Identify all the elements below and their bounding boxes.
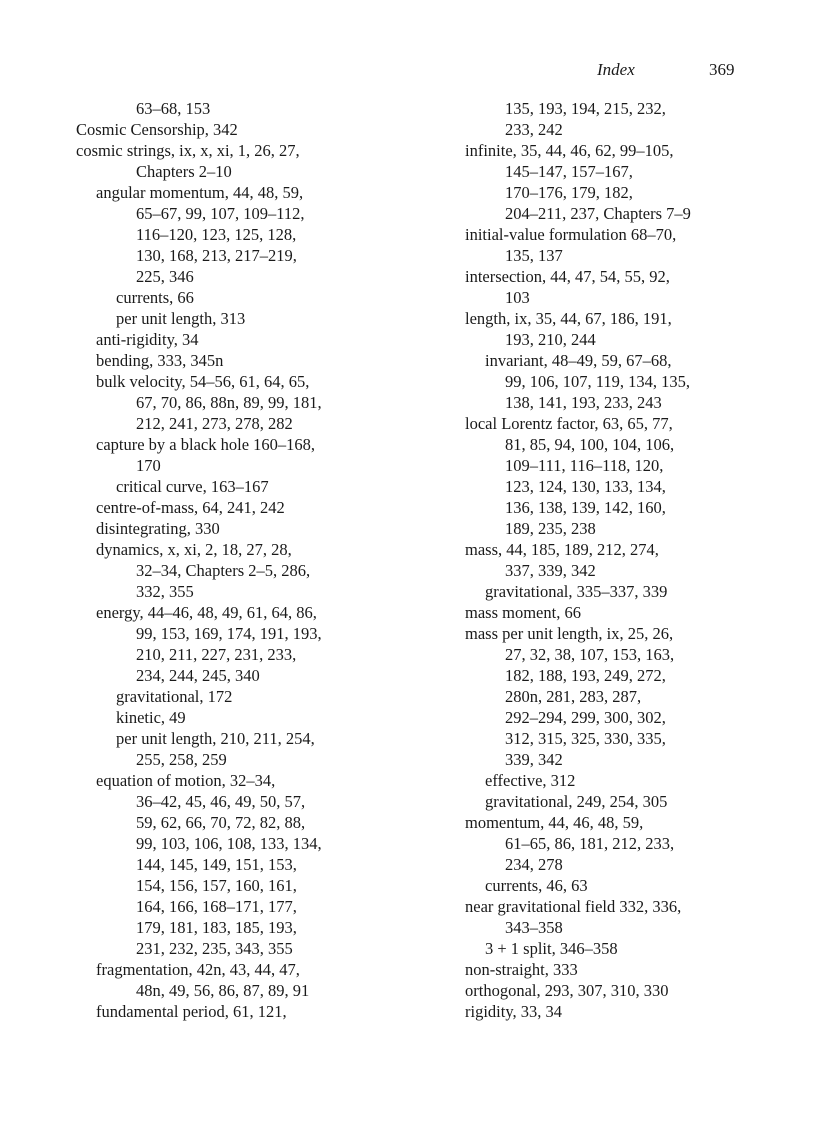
index-entry: mass per unit length, ix, 25, 26,: [465, 624, 674, 643]
index-subentry: capture by a black hole 160–168,: [96, 435, 316, 454]
index-entry-continuation: 99, 153, 169, 174, 191, 193,: [136, 624, 322, 643]
index-entry: Cosmic Censorship, 342: [76, 120, 238, 139]
index-entry-continuation: 164, 166, 168–171, 177,: [136, 897, 297, 916]
index-entry-continuation: 292–294, 299, 300, 302,: [505, 708, 666, 727]
index-entry-continuation: 65–67, 99, 107, 109–112,: [136, 204, 305, 223]
index-entry-continuation: 109–111, 116–118, 120,: [505, 456, 664, 475]
index-subentry: dynamics, x, xi, 2, 18, 27, 28,: [96, 540, 292, 559]
index-entry: infinite, 35, 44, 46, 62, 99–105,: [465, 141, 674, 160]
index-entry-continuation: 144, 145, 149, 151, 153,: [136, 855, 297, 874]
index-subentry: 3 + 1 split, 346–358: [485, 939, 618, 958]
index-subentry: centre-of-mass, 64, 241, 242: [96, 498, 285, 517]
index-subentry: disintegrating, 330: [96, 519, 220, 538]
index-entry-continuation: 170: [136, 456, 161, 475]
index-entry-continuation: 135, 193, 194, 215, 232,: [505, 99, 666, 118]
index-entry-continuation: 343–358: [505, 918, 563, 937]
index-entry-continuation: 189, 235, 238: [505, 519, 596, 538]
index-entry: cosmic strings, ix, x, xi, 1, 26, 27,: [76, 141, 300, 160]
index-subentry: currents, 46, 63: [485, 876, 588, 895]
index-subentry: per unit length, 210, 211, 254,: [116, 729, 315, 748]
index-entry-continuation: 179, 181, 183, 185, 193,: [136, 918, 297, 937]
index-entry-continuation: 170–176, 179, 182,: [505, 183, 633, 202]
index-subentry: gravitational, 249, 254, 305: [485, 792, 668, 811]
index-subentry: bending, 333, 345n: [96, 351, 224, 370]
index-entry-continuation: 210, 211, 227, 231, 233,: [136, 645, 297, 664]
index-entry-continuation: 182, 188, 193, 249, 272,: [505, 666, 666, 685]
index-entry-continuation: 332, 355: [136, 582, 194, 601]
index-entry-continuation: 138, 141, 193, 233, 243: [505, 393, 662, 412]
index-entry-continuation: 81, 85, 94, 100, 104, 106,: [505, 435, 675, 454]
index-subentry: kinetic, 49: [116, 708, 186, 727]
index-entry-continuation: 99, 103, 106, 108, 133, 134,: [136, 834, 322, 853]
index-subentry: energy, 44–46, 48, 49, 61, 64, 86,: [96, 603, 317, 622]
index-entry: mass, 44, 185, 189, 212, 274,: [465, 540, 659, 559]
index-entry-continuation: 61–65, 86, 181, 212, 233,: [505, 834, 675, 853]
index-entry-continuation: 123, 124, 130, 133, 134,: [505, 477, 666, 496]
index-entry-continuation: 154, 156, 157, 160, 161,: [136, 876, 297, 895]
index-entry-continuation: 48n, 49, 56, 86, 87, 89, 91: [136, 981, 310, 1000]
index-entry: mass moment, 66: [465, 603, 581, 622]
index-entry-continuation: 233, 242: [505, 120, 563, 139]
index-entry-continuation: 312, 315, 325, 330, 335,: [505, 729, 666, 748]
index-entry-continuation: 63–68, 153: [136, 99, 211, 118]
index-entry: non-straight, 333: [465, 960, 578, 979]
index-entry: length, ix, 35, 44, 67, 186, 191,: [465, 309, 672, 328]
running-title: Index: [597, 60, 635, 79]
index-subentry: gravitational, 172: [116, 687, 233, 706]
index-subentry: currents, 66: [116, 288, 194, 307]
index-column-left: [76, 98, 436, 1022]
index-entry-continuation: 136, 138, 139, 142, 160,: [505, 498, 666, 517]
index-subentry: anti-rigidity, 34: [96, 330, 199, 349]
index-subentry: gravitational, 335–337, 339: [485, 582, 668, 601]
index-entry-continuation: 225, 346: [136, 267, 194, 286]
index-entry-continuation: 231, 232, 235, 343, 355: [136, 939, 293, 958]
index-entry: momentum, 44, 46, 48, 59,: [465, 813, 644, 832]
page-number: 369: [709, 60, 735, 79]
index-entry: near gravitational field 332, 336,: [465, 897, 682, 916]
index-entry-continuation: 339, 342: [505, 750, 563, 769]
index-entry: rigidity, 33, 34: [465, 1002, 563, 1021]
index-entry: initial-value formulation 68–70,: [465, 225, 677, 244]
index-entry-continuation: 212, 241, 273, 278, 282: [136, 414, 293, 433]
running-head: [0, 60, 816, 84]
index-subentry: angular momentum, 44, 48, 59,: [96, 183, 304, 202]
index-entry-continuation: 234, 278: [505, 855, 563, 874]
index-column-right: [465, 98, 765, 1022]
index-subentry: effective, 312: [485, 771, 576, 790]
index-entry-continuation: 32–34, Chapters 2–5, 286,: [136, 561, 311, 580]
index-entry-continuation: 130, 168, 213, 217–219,: [136, 246, 297, 265]
index-entry-continuation: 280n, 281, 283, 287,: [505, 687, 642, 706]
index-subentry: critical curve, 163–167: [116, 477, 269, 496]
index-entry-continuation: Chapters 2–10: [136, 162, 232, 181]
index-entry-continuation: 234, 244, 245, 340: [136, 666, 260, 685]
index-entry-continuation: 193, 210, 244: [505, 330, 596, 349]
index-entry-continuation: 27, 32, 38, 107, 153, 163,: [505, 645, 675, 664]
index-subentry: equation of motion, 32–34,: [96, 771, 276, 790]
index-entry-continuation: 145–147, 157–167,: [505, 162, 633, 181]
index-subentry: bulk velocity, 54–56, 61, 64, 65,: [96, 372, 310, 391]
index-subentry: per unit length, 313: [116, 309, 246, 328]
index-subentry: fragmentation, 42n, 43, 44, 47,: [96, 960, 300, 979]
index-entry-continuation: 255, 258, 259: [136, 750, 227, 769]
index-entry-continuation: 135, 137: [505, 246, 563, 265]
index-entry-continuation: 103: [505, 288, 530, 307]
index-entry-continuation: 59, 62, 66, 70, 72, 82, 88,: [136, 813, 306, 832]
index-subentry: fundamental period, 61, 121,: [96, 1002, 287, 1021]
index-entry-continuation: 116–120, 123, 125, 128,: [136, 225, 297, 244]
index-entry-continuation: 204–211, 237, Chapters 7–9: [505, 204, 691, 223]
index-entry-continuation: 67, 70, 86, 88n, 89, 99, 181,: [136, 393, 322, 412]
index-entry: intersection, 44, 47, 54, 55, 92,: [465, 267, 670, 286]
index-entry: local Lorentz factor, 63, 65, 77,: [465, 414, 673, 433]
index-entry: orthogonal, 293, 307, 310, 330: [465, 981, 669, 1000]
index-subentry: invariant, 48–49, 59, 67–68,: [485, 351, 672, 370]
index-entry-continuation: 36–42, 45, 46, 49, 50, 57,: [136, 792, 306, 811]
index-entry-continuation: 99, 106, 107, 119, 134, 135,: [505, 372, 691, 391]
index-entry-continuation: 337, 339, 342: [505, 561, 596, 580]
